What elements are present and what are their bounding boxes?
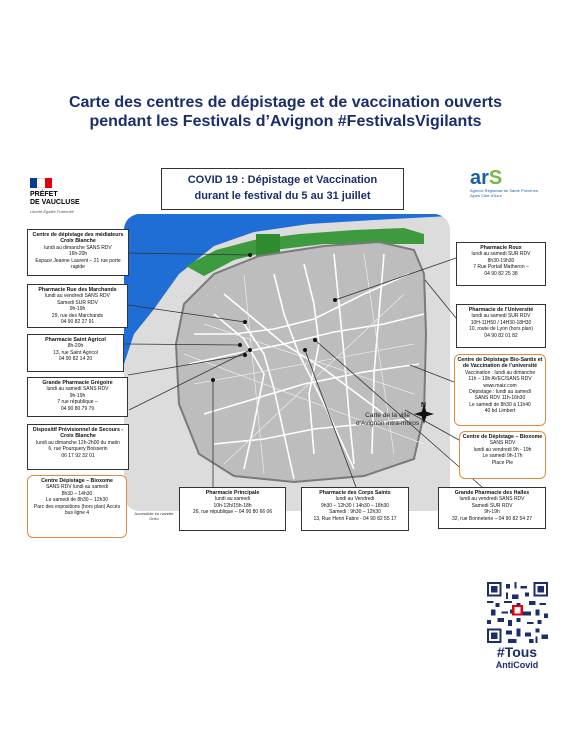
box-line: SANS RDV [489,440,516,447]
prefect-name-line-1: PRÉFET [30,191,58,198]
box-line: Dépistage : lundi au samedi [469,389,531,396]
box-line: Le samedi 9h-17h [482,453,523,460]
box-line: 32, rue Bonneterie – 04 90 82 54 27 [451,515,533,522]
box-line: 26, rue république – 04 90 80 66 06 [192,509,273,516]
map-caption-line-2: d’Avignon intra-muros [356,420,420,427]
prefect-name-line-2: DE VAUCLUSE [30,199,80,206]
box-line: Samedi SUR RDV [57,299,98,306]
box-name: Pharmacie Saint Agricol [45,337,106,343]
box-name: Pharmacie Roux [480,245,522,251]
box-line: 6, rue Pourquery Boisserin [48,446,108,453]
box-line: 10, route de Lyon (hors plan) [468,326,534,333]
box-line: 9h-19h [69,306,86,313]
box-line: lundi au samedi [214,496,251,503]
box-line: 06 17 92 32 01 [61,452,95,459]
qr-code-icon [487,582,548,643]
box-pharmacie-corps-saints [301,487,409,531]
box-grande-pharmacie-halles [438,487,546,529]
box-line: 9h-19h [484,509,500,516]
box-croix-blanche [27,229,129,276]
box-line: 04 90 80 79 79 [60,405,95,412]
box-pharmacie-saint-agricol [27,334,124,372]
box-dispositif-secours [27,424,129,470]
box-line: 8h30 – 14h30 [61,490,93,497]
box-line: 13, Rue Henri Fabre - 04 90 82 55 17 [313,515,397,522]
ars-logo-text-b: S [488,167,503,189]
box-line: 04 90 82 27 91 [60,319,95,326]
box-line: 8h30-19h30 [487,257,515,264]
box-line: Le samedi de 8h30 à 11h40 [469,401,531,408]
box-line: 7 rue république – [57,399,98,406]
ars-logo-text-a: ar [470,167,489,189]
box-line: lundi au Vendredi [335,496,375,503]
box-line: Vaccination : lundi au dimanche [464,369,536,376]
box-line: Samedi : 9h30 – 12h30 [329,509,381,516]
box-line: lundi au samedi SUR RDV [471,313,531,320]
box-pharmacie-roux [456,242,546,286]
box-line: Parc des expositions (hors plan) Accès bus ligne 4 [33,503,121,517]
box-bioxome-parc-expo [27,475,127,538]
box-line: SANS RDV lundi au samedi [46,484,108,491]
box-line: 9h-19h [69,392,86,399]
box-line: 40 bd Limbert [484,408,516,415]
box-name: Grande Pharmacie des Halles [454,490,530,496]
box-line: 8h-20h [67,343,84,350]
box-line: 9h30 – 12h30 / 14h30 – 18h30 [320,502,390,509]
tous-anticovid-line-2: AntiCovid [495,660,539,670]
covid-title-line-2: durant le festival du 5 au 31 juillet [194,190,371,202]
box-bio-santis [454,354,546,426]
box-line: 29, rue des Marchands [51,312,104,319]
covid-title-line-1: COVID 19 : Dépistage et Vaccination [187,174,378,186]
box-line: www.maiz.com [483,382,517,389]
box-name: Dispositif Prévisionnel de Secours - Croix Blanche [32,427,124,440]
box-line: lundi au vendredi SANS RDV [44,293,111,300]
box-line: 7 Rue Portail Matheron – [473,264,529,271]
page-title-line-1: Carte des centres de dépistage et de vaccination ouverts [68,94,503,111]
box-pharmacie-marchands [27,284,128,328]
box-line: 11h – 19h AVEC/SANS RDV [468,376,532,383]
tous-anticovid-logo [482,645,552,670]
box-line: 04 90 82 25 38 [484,270,518,277]
box-line: lundi au samedi SANS RDV [46,386,109,393]
box-line: lundi au dimanche SANS RDV [44,244,112,251]
box-line: Le samedi de 8h30 – 12h30 [46,497,108,504]
box-line: 10H-11H50 / 14H30-18H30 [470,319,532,326]
box-name: Pharmacie de l’Université [468,307,534,313]
box-line: SANS RDV 11h-16h30 [474,395,526,402]
box-line: lundi au vendredi 9h - 19h [473,446,532,453]
north-label: N [421,402,427,409]
box-line: Samedi SUR RDV [471,502,513,509]
shuttle-access-note: Accessible en navette Orizo [134,511,174,521]
box-line: 16h-20h [68,251,88,258]
prefect-motto: Liberté Égalité Fraternité [30,209,74,214]
box-name: Grande Pharmacie Grégoire [42,380,113,386]
box-line: lundi au dimanche 12h-2h00 du matin [36,439,120,446]
box-line: 13, rue Saint Agricol [53,349,98,356]
box-line: lundi au samedi SUR RDV [471,251,531,258]
box-name: Centre Dépistage – Bioxome [41,478,113,484]
box-line: Place Pie [491,459,514,466]
map-caption-line-1: Carte de la ville [365,412,410,419]
tous-anticovid-line-1: #Tous [496,644,538,660]
box-name: Pharmacie Principale [205,490,260,496]
box-name: Pharmacie des Corps Saints [319,490,391,496]
page-title-line-2: pendant les Festivals d’Avignon #FestivalsVigilants [89,113,482,130]
box-name: Pharmacie Rue des Marchands [38,287,117,293]
box-pharmacie-universite [456,304,546,348]
box-pharmacie-principale [179,487,286,531]
box-line: 04 90 82 14 20 [58,356,93,363]
box-name: Centre de Dépistage – Bioxome [462,434,543,440]
ars-subtitle: Agence Régionale de Santé Provence-Alpes Côte d’Azur [470,188,540,198]
box-line: 04 90 82 01 82 [484,332,518,339]
box-line: Espace Jeanne Laurent – 21 rue porte rapide [35,257,121,271]
box-line: 10h-12h/15h-18h [213,502,252,509]
box-name: Centre de dépistage des médiateurs Croix Blanche [32,232,124,245]
box-bioxome-place-pie [459,431,546,479]
box-grande-pharmacie-gregoire [27,377,128,417]
box-line: lundi au vendredi SANS RDV [459,496,525,503]
box-name: Centre de Dépistage Bio-Santis et de Vaccination de l’université [457,357,543,370]
